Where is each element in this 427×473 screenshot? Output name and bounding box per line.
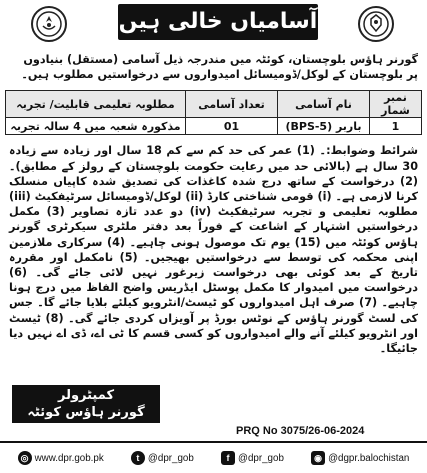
terms-and-conditions: شرائط وضوابط:۔ (1) عمر کی حد کم سے کم 18 سال اور زیادہ سے زیادہ 30 سال ہے (بالائی حد میں رعایت حکومت بلوچستان کے رولز کے مطابق)۔ (2) درخواست کے ساتھ درج شدہ کاغذات کی تصدیق شدہ کاپیاں منسلک کرنا لازمی ہے۔ (i) قومی شناختی کارڈ (ii) لوکل/ڈومیسائل سرٹیفکیٹ (iii) مطلوبہ تعلیمی و تجربہ سرٹیفکیٹ (iv) دو عدد تازہ تصاویر (3) مکمل درخواستیں اشتہار کے اشاعت کے فوراً بعد دفتر ملٹری سیکرٹری گورنر ہاؤس کوئٹہ میں (15) یوم تک موصول ہونی چاہیے۔ (4) سرکاری ملازمین اپنی محکمہ کی توسط سے درخواستیں بھیجیں۔ (5) نامکمل اور مقررہ تاریخ کے بعد کوئی بھی درخواست زیرغور نہیں لائی جائے گی۔ (6) درخواست میں امیدوار کا مکمل پوسٹل ایڈریس واضح الفاظ میں درج ہونا چاہیے۔ (7) صرف اہل امیدواروں کو ٹیسٹ/انٹرویو کیلئے بلایا جائے گا۔ جس کی لسٹ گورنر ہاؤس کے نوٹس بورڈ پر آویزاں کردی جائے گی۔ (8) ٹیسٹ اور انٹرویو کیلئے آنے والے امیدواروں کو کسی قسم کا ٹی اے، ڈی اے نہیں دیا جائیگا۔ xyxy=(9,144,419,356)
facebook-handle[interactable]: @dpr_gob xyxy=(238,452,284,464)
table-header-row xyxy=(6,91,422,118)
signature-block xyxy=(12,385,160,423)
instagram-handle[interactable]: @dgpr.balochistan xyxy=(328,452,410,464)
header-post-name: نام آسامی xyxy=(278,91,370,118)
footer-website[interactable] xyxy=(18,451,104,465)
header-qualification: مطلوبہ تعلیمی قابلیت/ تجربہ xyxy=(6,91,186,118)
emblem-icon xyxy=(362,10,390,38)
footer-instagram[interactable] xyxy=(311,451,409,465)
footer-bar xyxy=(0,441,427,473)
emblem-icon xyxy=(35,10,63,38)
cell-post-count: 01 xyxy=(186,118,278,135)
footer-twitter[interactable] xyxy=(131,451,194,465)
cell-serial-number: 1 xyxy=(370,118,422,135)
intro-text: گورنر ہاؤس بلوچستان، کوئٹہ میں مندرجہ ذیل آسامی (مستقل) بنیادوں پر بلوچستان کے لوکل/ڈومیسائل امیدواروں سے درخواستیں مطلوب ہیں۔ xyxy=(21,53,418,82)
cell-qualification: مذکورہ شعبہ میں 4 سالہ تجربہ xyxy=(6,118,186,135)
header-post-count: تعداد آسامی xyxy=(186,91,278,118)
cell-post-name: باربر (BPS-5) xyxy=(278,118,370,135)
table-row xyxy=(6,118,422,135)
twitter-icon: t xyxy=(131,451,145,465)
signature-title: کمپٹرولر xyxy=(57,388,115,403)
vacancy-table xyxy=(5,90,422,135)
page-title: آسامیاں خالی ہیں xyxy=(118,4,318,40)
signature-office: گورنر ہاؤس کوئٹہ xyxy=(27,405,145,420)
website-link[interactable]: www.dpr.gob.pk xyxy=(34,452,104,464)
instagram-icon: ◉ xyxy=(311,451,325,465)
twitter-handle[interactable]: @dpr_gob xyxy=(147,452,194,464)
facebook-icon: f xyxy=(221,451,235,465)
header-serial-number: نمبر شمار xyxy=(370,91,422,118)
government-emblem-left xyxy=(31,6,67,42)
globe-icon: ◎ xyxy=(18,451,32,465)
prq-number: PRQ No 3075/26-06-2024 xyxy=(236,425,365,437)
footer-facebook[interactable] xyxy=(221,451,284,465)
government-emblem-right xyxy=(358,6,394,42)
header xyxy=(5,4,422,46)
